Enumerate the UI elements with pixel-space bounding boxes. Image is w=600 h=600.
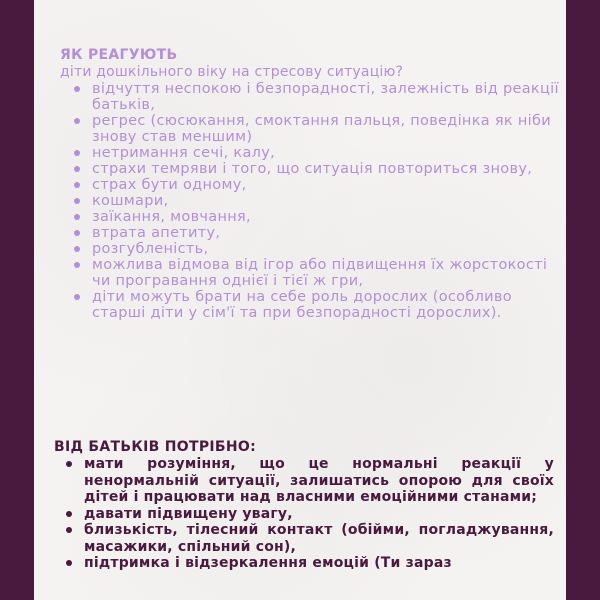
paper-card xyxy=(34,0,566,600)
needs-list xyxy=(54,456,554,572)
section-title: ВІД БАТЬКІВ ПОТРІБНО: xyxy=(54,439,256,455)
list-item: підтримка і відзеркалення емоцій (Ти зараз xyxy=(54,555,554,572)
left-border-band xyxy=(0,0,34,600)
list-item: мати розуміння, що це нормальні реакції у ненормальній ситуації, залишатись опорою для своїх дітей і працювати над власними емоційними станами; xyxy=(54,456,554,506)
list-item: кошмари, xyxy=(60,193,560,209)
parents-needs-section xyxy=(54,438,554,572)
children-reactions-section xyxy=(60,47,560,321)
list-item: давати підвищену увагу, xyxy=(54,506,554,523)
list-item: страхи темряви і того, що ситуація повториться знову, xyxy=(60,161,560,177)
list-item: розгубленість, xyxy=(60,241,560,257)
reactions-list xyxy=(60,81,560,321)
section-subtitle: діти дошкільного віку на стресову ситуацію? xyxy=(60,64,404,80)
list-item: відчуття неспокою і безпорадності, залежність від реакції батьків, xyxy=(60,81,560,113)
list-item: нетримання сечі, калу, xyxy=(60,145,560,161)
list-item: регрес (сюсюкання, смоктання пальця, поведінка як ніби знову став меншим) xyxy=(60,113,560,145)
list-item: близькість, тілесний контакт (обійми, погладжування, масажики, спільний сон), xyxy=(54,522,554,555)
list-item: заїкання, мовчання, xyxy=(60,209,560,225)
section-title: ЯК РЕАГУЮТЬ xyxy=(60,47,178,63)
right-border-band xyxy=(566,0,600,600)
list-item: страх бути одному, xyxy=(60,177,560,193)
list-item: діти можуть брати на себе роль дорослих (особливо старші діти у сім'ї та при безпорадності дорослих). xyxy=(60,289,560,321)
list-item: втрата апетиту, xyxy=(60,225,560,241)
list-item: можлива відмова від ігор або підвищення їх жорстокості чи програвання однієї і тієї ж гри, xyxy=(60,257,560,289)
